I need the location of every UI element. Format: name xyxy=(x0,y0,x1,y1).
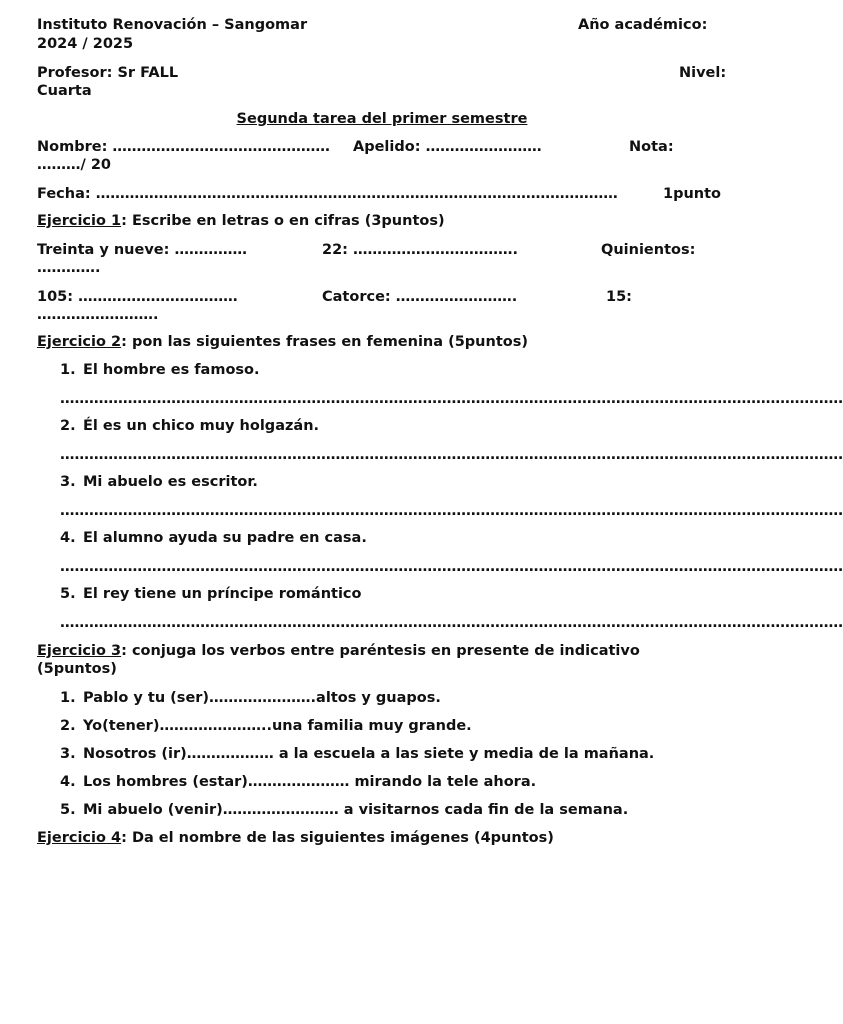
ex2-answer-line-4: ……………………………………………………………………………………………………………………………………………… xyxy=(60,559,843,575)
ex2-item-5-text: El rey tiene un príncipe romántico xyxy=(83,586,362,602)
page-title xyxy=(37,110,727,128)
ex2-item-3-text: Mi abuelo es escritor. xyxy=(83,474,258,490)
ex3-item-1 xyxy=(60,689,441,707)
ex2-answer-line-5: ……………………………………………………………………………………………………………………………………………… xyxy=(60,615,843,631)
teacher-name: Profesor: Sr FALL xyxy=(37,65,179,81)
ex2-item-3-num: 3. xyxy=(60,474,76,490)
ex2-answer-line-3: ……………………………………………………………………………………………………………………………………………… xyxy=(60,503,843,519)
ex1-item-15-blank: ……………………. xyxy=(37,307,159,323)
ex2-item-4 xyxy=(60,529,367,547)
page-title-text: Segunda tarea del primer semestre xyxy=(236,111,528,127)
ex3-item-3-num: 3. xyxy=(60,746,76,762)
academic-year-label: Año académico: xyxy=(578,17,708,33)
academic-year-value: 2024 / 2025 xyxy=(37,36,134,52)
ex2-item-2-text: Él es un chico muy holgazán. xyxy=(83,418,320,434)
ex3-item-4 xyxy=(60,773,536,791)
ex3-item-3 xyxy=(60,745,654,763)
ex3-item-1-text: Pablo y tu (ser)………………….altos y guapos. xyxy=(83,690,441,706)
ex3-item-5-num: 5. xyxy=(60,802,76,818)
ex1-item-quinientos-blank: …………. xyxy=(37,260,101,276)
exercise-3-title: Ejercicio 3 xyxy=(37,643,122,659)
exercise-4-instruction: : Da el nombre de las siguientes imágenes (4puntos) xyxy=(121,830,554,846)
ex2-item-5-num: 5. xyxy=(60,586,76,602)
grade-value: ………/ 20 xyxy=(37,157,112,173)
ex3-item-4-text: Los hombres (estar)………………… mirando la tele ahora. xyxy=(83,774,537,790)
date-field: Fecha: ……………………………………………………………………………………………… xyxy=(37,186,618,202)
ex2-item-4-num: 4. xyxy=(60,530,76,546)
exercise-2-title: Ejercicio 2 xyxy=(37,334,122,350)
ex2-answer-line-2: ……………………………………………………………………………………………………………………………………………… xyxy=(60,447,843,463)
ex2-item-1-num: 1. xyxy=(60,362,76,378)
ex1-item-105: 105: …………………………… xyxy=(37,289,238,305)
exercise-1-instruction: : Escribe en letras o en cifras (3puntos) xyxy=(121,213,445,229)
ex1-item-15: 15: xyxy=(606,289,632,305)
ex2-item-1-text: El hombre es famoso. xyxy=(83,362,260,378)
ex1-item-22: 22: ……………………………. xyxy=(322,242,519,258)
ex3-item-5-text: Mi abuelo (venir)…………………… a visitarnos cada fin de la semana. xyxy=(83,802,629,818)
ex3-item-4-num: 4. xyxy=(60,774,76,790)
exercise-2-heading xyxy=(37,333,528,351)
ex1-item-quinientos: Quinientos: xyxy=(601,242,696,258)
level-label: Nivel: xyxy=(679,65,727,81)
exercise-4-heading xyxy=(37,829,554,847)
ex2-answer-line-1: ……………………………………………………………………………………………………………………………………………… xyxy=(60,391,843,407)
ex2-item-2-num: 2. xyxy=(60,418,76,434)
ex1-item-catorce: Catorce: ……………………. xyxy=(322,289,518,305)
ex3-item-1-num: 1. xyxy=(60,690,76,706)
exercise-2-instruction: : pon las siguientes frases en femenina (5puntos) xyxy=(121,334,528,350)
exercise-3-points: (5puntos) xyxy=(37,661,117,677)
ex2-item-1 xyxy=(60,361,260,379)
ex3-item-2-num: 2. xyxy=(60,718,76,734)
date-points: 1punto xyxy=(663,186,722,202)
ex3-item-2 xyxy=(60,717,472,735)
ex2-item-4-text: El alumno ayuda su padre en casa. xyxy=(83,530,367,546)
exercise-4-title: Ejercicio 4 xyxy=(37,830,122,846)
ex2-item-5 xyxy=(60,585,361,603)
ex3-item-5 xyxy=(60,801,628,819)
ex3-item-3-text: Nosotros (ir)……………… a la escuela a las siete y media de la mañana. xyxy=(83,746,655,762)
name-field: Nombre: ……………………………………… xyxy=(37,139,330,155)
ex1-item-treinta: Treinta y nueve: …………… xyxy=(37,242,247,258)
exercise-3-instruction: : conjuga los verbos entre paréntesis en presente de indicativo xyxy=(121,643,640,659)
ex3-item-2-text: Yo(tener)…………………..una familia muy grande. xyxy=(83,718,472,734)
exercise-3-heading xyxy=(37,642,640,660)
surname-field: Apelido: …………………… xyxy=(353,139,542,155)
exercise-1-title: Ejercicio 1 xyxy=(37,213,122,229)
ex2-item-2 xyxy=(60,417,319,435)
level-value: Cuarta xyxy=(37,83,92,99)
school-name: Instituto Renovación – Sangomar xyxy=(37,17,308,33)
ex2-item-3 xyxy=(60,473,258,491)
grade-label: Nota: xyxy=(629,139,674,155)
exercise-1-heading xyxy=(37,212,445,230)
